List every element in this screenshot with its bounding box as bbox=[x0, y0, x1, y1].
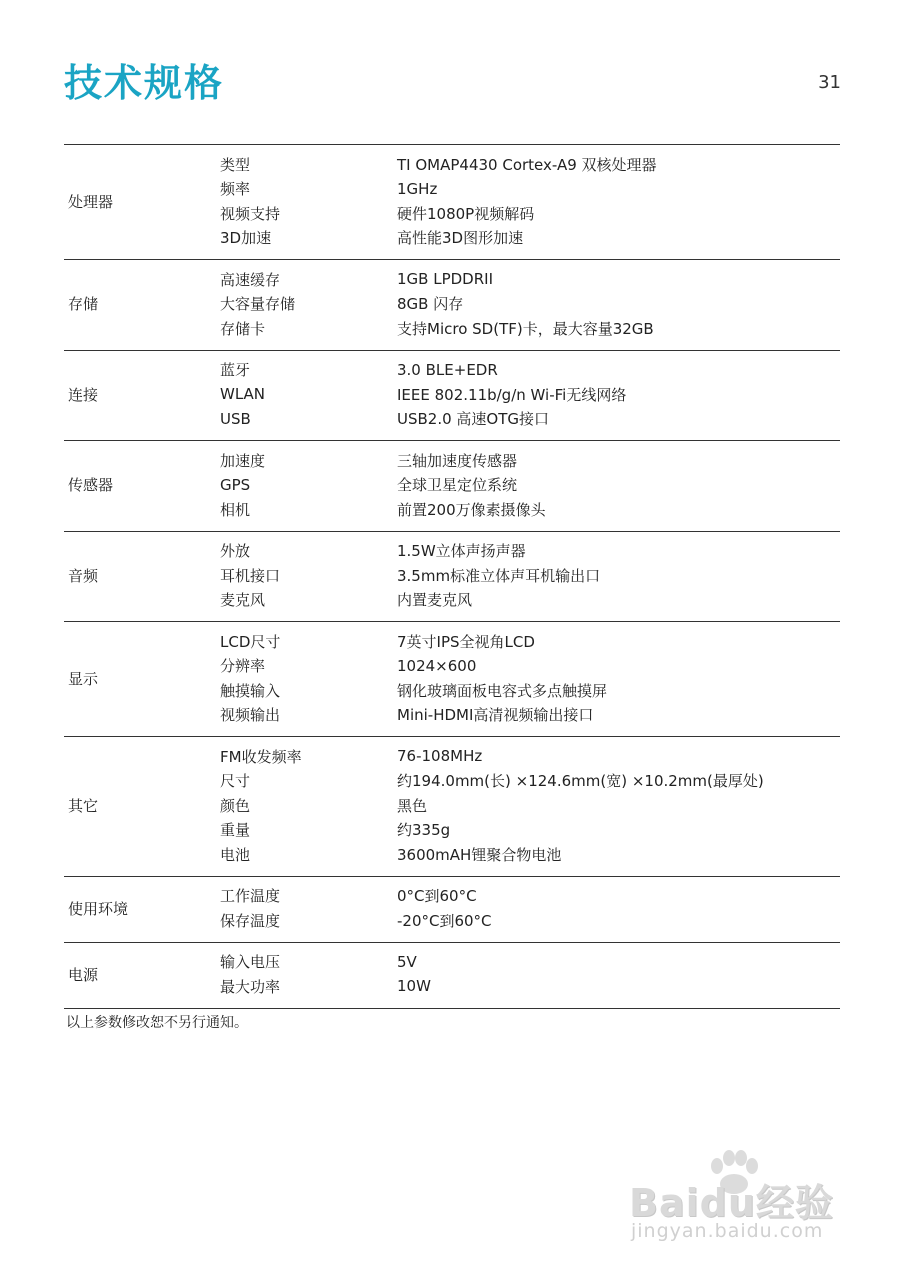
spec-section bbox=[64, 260, 840, 351]
spec-category: 其它 bbox=[68, 796, 99, 815]
spec-rows bbox=[220, 884, 840, 933]
spec-label: 频率 bbox=[220, 180, 251, 199]
spec-value: 三轴加速度传感器 bbox=[397, 451, 518, 470]
spec-label: 重量 bbox=[220, 821, 251, 840]
spec-value: 支持Micro SD(TF)卡，最大容量32GB bbox=[397, 319, 654, 338]
spec-label: 大容量存储 bbox=[220, 295, 296, 314]
spec-label: 最大功率 bbox=[220, 977, 281, 996]
spec-category: 显示 bbox=[68, 669, 99, 688]
spec-row bbox=[220, 654, 840, 679]
spec-category: 存储 bbox=[68, 295, 99, 314]
spec-label: USB bbox=[220, 409, 251, 428]
spec-value: 8GB 闪存 bbox=[397, 295, 464, 314]
spec-label: 工作温度 bbox=[220, 887, 281, 906]
spec-rows bbox=[220, 152, 840, 250]
spec-value: 前置200万像素摄像头 bbox=[397, 500, 546, 519]
spec-value: 硬件1080P视频解码 bbox=[397, 204, 535, 223]
footnote: 以上参数修改恕不另行通知。 bbox=[66, 1015, 248, 1031]
spec-label: 耳机接口 bbox=[220, 566, 281, 585]
spec-value: 黑色 bbox=[397, 796, 428, 815]
spec-rows bbox=[220, 267, 840, 341]
spec-label: 外放 bbox=[220, 542, 251, 561]
spec-row bbox=[220, 358, 840, 383]
spec-row bbox=[220, 473, 840, 498]
spec-row bbox=[220, 703, 840, 728]
spec-value: 5V bbox=[397, 952, 417, 971]
spec-row bbox=[220, 539, 840, 564]
spec-label: 高速缓存 bbox=[220, 270, 281, 289]
spec-value: 约335g bbox=[397, 821, 451, 840]
spec-label: 加速度 bbox=[220, 451, 266, 470]
spec-row bbox=[220, 908, 840, 933]
spec-category: 音频 bbox=[68, 566, 99, 585]
spec-category: 处理器 bbox=[68, 192, 114, 211]
spec-row bbox=[220, 678, 840, 703]
spec-row bbox=[220, 884, 840, 909]
spec-rows bbox=[220, 950, 840, 999]
spec-section bbox=[64, 737, 840, 877]
spec-label: 电池 bbox=[220, 845, 251, 864]
spec-row bbox=[220, 744, 840, 769]
spec-row bbox=[220, 793, 840, 818]
watermark-url: jingyan.baidu.com bbox=[631, 1220, 824, 1242]
spec-rows bbox=[220, 539, 840, 613]
spec-label: 保存温度 bbox=[220, 911, 281, 930]
spec-value: 0°C到60°C bbox=[397, 887, 477, 906]
spec-value: Mini-HDMI高清视频输出接口 bbox=[397, 706, 594, 725]
spec-label: 蓝牙 bbox=[220, 361, 251, 380]
spec-value: 1GHz bbox=[397, 179, 438, 198]
spec-row bbox=[220, 267, 840, 292]
spec-row bbox=[220, 292, 840, 317]
spec-row bbox=[220, 974, 840, 999]
spec-category: 使用环境 bbox=[68, 899, 129, 918]
spec-label: 视频支持 bbox=[220, 204, 281, 223]
spec-value: TI OMAP4430 Cortex-A9 双核处理器 bbox=[397, 155, 657, 174]
spec-rows bbox=[220, 744, 840, 867]
spec-value: 76-108MHz bbox=[397, 747, 483, 766]
spec-value: 约194.0mm(长) ×124.6mm(宽) ×10.2mm(最厚处) bbox=[397, 772, 764, 791]
spec-section bbox=[64, 441, 840, 532]
spec-category: 电源 bbox=[68, 965, 99, 984]
spec-row bbox=[220, 177, 840, 202]
spec-rows bbox=[220, 358, 840, 432]
spec-label: 尺寸 bbox=[220, 772, 251, 791]
spec-label: 视频输出 bbox=[220, 706, 281, 725]
baidu-jingyan-watermark bbox=[629, 1150, 859, 1250]
spec-label: 3D加速 bbox=[220, 229, 272, 248]
spec-row bbox=[220, 316, 840, 341]
spec-value: 7英寸IPS全视角LCD bbox=[397, 632, 535, 651]
spec-row bbox=[220, 407, 840, 432]
spec-category: 连接 bbox=[68, 385, 99, 404]
spec-section bbox=[64, 351, 840, 442]
spec-row bbox=[220, 842, 840, 867]
spec-label: LCD尺寸 bbox=[220, 632, 281, 651]
spec-value: 1GB LPDDRII bbox=[397, 270, 493, 289]
spec-label: GPS bbox=[220, 475, 251, 494]
spec-rows bbox=[220, 448, 840, 522]
spec-label: 类型 bbox=[220, 155, 251, 174]
spec-value: 3.0 BLE+EDR bbox=[397, 360, 498, 379]
spec-label: 存储卡 bbox=[220, 319, 266, 338]
spec-value: IEEE 802.11b/g/n Wi-Fi无线网络 bbox=[397, 385, 627, 404]
spec-label: FM收发频率 bbox=[220, 747, 302, 766]
spec-label: 触摸输入 bbox=[220, 681, 281, 700]
spec-value: 钢化玻璃面板电容式多点触摸屏 bbox=[397, 681, 608, 700]
spec-row bbox=[220, 497, 840, 522]
spec-table bbox=[64, 144, 840, 1009]
spec-label: WLAN bbox=[220, 385, 266, 404]
spec-label: 相机 bbox=[220, 500, 251, 519]
spec-section bbox=[64, 145, 840, 260]
spec-section bbox=[64, 532, 840, 623]
spec-label: 麦克风 bbox=[220, 591, 266, 610]
spec-value: 3.5mm标准立体声耳机输出口 bbox=[397, 566, 601, 585]
spec-value: 1.5W立体声扬声器 bbox=[397, 542, 526, 561]
page-title: 技术规格 bbox=[64, 61, 225, 105]
spec-value: -20°C到60°C bbox=[397, 911, 492, 930]
spec-row bbox=[220, 448, 840, 473]
spec-value: 3600mAH锂聚合物电池 bbox=[397, 845, 562, 864]
spec-row bbox=[220, 588, 840, 613]
spec-label: 分辨率 bbox=[220, 657, 266, 676]
spec-category: 传感器 bbox=[68, 476, 114, 495]
spec-row bbox=[220, 629, 840, 654]
spec-row bbox=[220, 563, 840, 588]
spec-value: 全球卫星定位系统 bbox=[397, 476, 518, 495]
spec-row bbox=[220, 226, 840, 251]
spec-section bbox=[64, 622, 840, 737]
watermark-logo-text: Baidu经验 bbox=[629, 1181, 834, 1225]
spec-label: 颜色 bbox=[220, 796, 251, 815]
spec-value: 高性能3D图形加速 bbox=[397, 229, 524, 248]
spec-row bbox=[220, 201, 840, 226]
spec-section bbox=[64, 943, 840, 1009]
spec-row bbox=[220, 950, 840, 975]
spec-label: 输入电压 bbox=[220, 953, 281, 972]
spec-row bbox=[220, 152, 840, 177]
spec-row bbox=[220, 818, 840, 843]
spec-rows bbox=[220, 629, 840, 727]
spec-value: 内置麦克风 bbox=[397, 591, 473, 610]
spec-row bbox=[220, 769, 840, 794]
spec-value: 10W bbox=[397, 977, 431, 996]
page-number: 31 bbox=[818, 72, 841, 93]
spec-value: USB2.0 高速OTG接口 bbox=[397, 410, 550, 429]
spec-row bbox=[220, 382, 840, 407]
spec-value: 1024×600 bbox=[397, 656, 477, 675]
spec-section bbox=[64, 877, 840, 943]
